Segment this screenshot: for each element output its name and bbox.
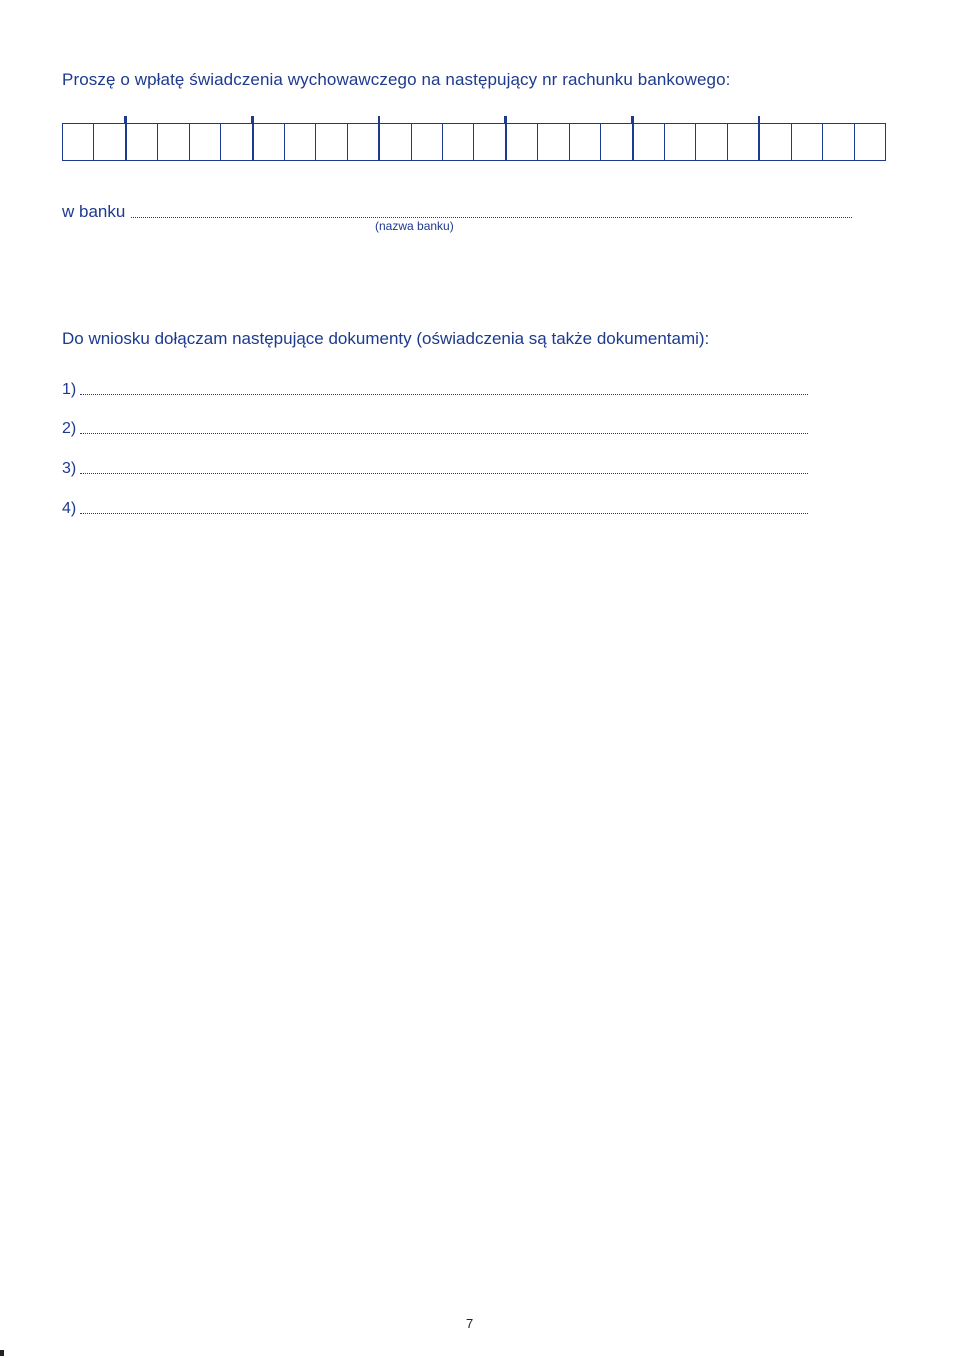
document-line-4 bbox=[62, 496, 808, 518]
bank-name-row bbox=[62, 198, 852, 222]
bank-name-field[interactable] bbox=[131, 213, 852, 218]
account-digit-cell[interactable] bbox=[758, 124, 790, 160]
document-number: 4) bbox=[62, 500, 77, 517]
account-digit-cell[interactable] bbox=[93, 124, 124, 160]
documents-heading: Do wniosku dołączam następujące dokumenty (oświadczenia są także dokumentami): bbox=[62, 329, 710, 348]
document-number: 2) bbox=[62, 420, 77, 437]
account-digit-cell[interactable] bbox=[347, 124, 378, 160]
account-number-field[interactable] bbox=[62, 123, 886, 161]
account-digit-cell[interactable] bbox=[791, 124, 822, 160]
document-field[interactable] bbox=[80, 469, 808, 474]
account-digit-cell[interactable] bbox=[442, 124, 473, 160]
account-digit-cell[interactable] bbox=[63, 124, 93, 160]
document-line-3 bbox=[62, 456, 808, 478]
scan-mark bbox=[0, 1350, 4, 1356]
account-digit-cell[interactable] bbox=[600, 124, 631, 160]
account-digit-cell[interactable] bbox=[252, 124, 284, 160]
account-digit-cell[interactable] bbox=[157, 124, 188, 160]
document-field[interactable] bbox=[80, 429, 808, 434]
account-digit-cell[interactable] bbox=[664, 124, 695, 160]
account-digit-cell[interactable] bbox=[315, 124, 346, 160]
account-digit-cell[interactable] bbox=[695, 124, 726, 160]
account-digit-cell[interactable] bbox=[854, 124, 885, 160]
account-digit-cell[interactable] bbox=[220, 124, 251, 160]
account-digit-cell[interactable] bbox=[537, 124, 568, 160]
account-digit-cell[interactable] bbox=[125, 124, 157, 160]
account-digit-cell[interactable] bbox=[822, 124, 853, 160]
bank-name-caption: (nazwa banku) bbox=[375, 219, 454, 233]
account-digit-cell[interactable] bbox=[632, 124, 664, 160]
document-field[interactable] bbox=[80, 390, 808, 395]
document-number: 1) bbox=[62, 381, 77, 398]
document-line-2 bbox=[62, 416, 808, 438]
account-digit-cell[interactable] bbox=[473, 124, 504, 160]
account-heading: Proszę o wpłatę świadczenia wychowawczego na następujący nr rachunku bankowego: bbox=[62, 70, 731, 89]
account-digit-cell[interactable] bbox=[284, 124, 315, 160]
document-field[interactable] bbox=[80, 509, 808, 514]
document-line-1 bbox=[62, 377, 808, 399]
account-digit-cell[interactable] bbox=[378, 124, 410, 160]
bank-label: w banku bbox=[62, 202, 126, 221]
account-digit-cell[interactable] bbox=[727, 124, 758, 160]
account-digit-cell[interactable] bbox=[569, 124, 600, 160]
document-number: 3) bbox=[62, 460, 77, 477]
account-digit-cell[interactable] bbox=[189, 124, 220, 160]
page-number: 7 bbox=[466, 1316, 474, 1331]
account-digit-cell[interactable] bbox=[411, 124, 442, 160]
account-digit-cell[interactable] bbox=[505, 124, 537, 160]
